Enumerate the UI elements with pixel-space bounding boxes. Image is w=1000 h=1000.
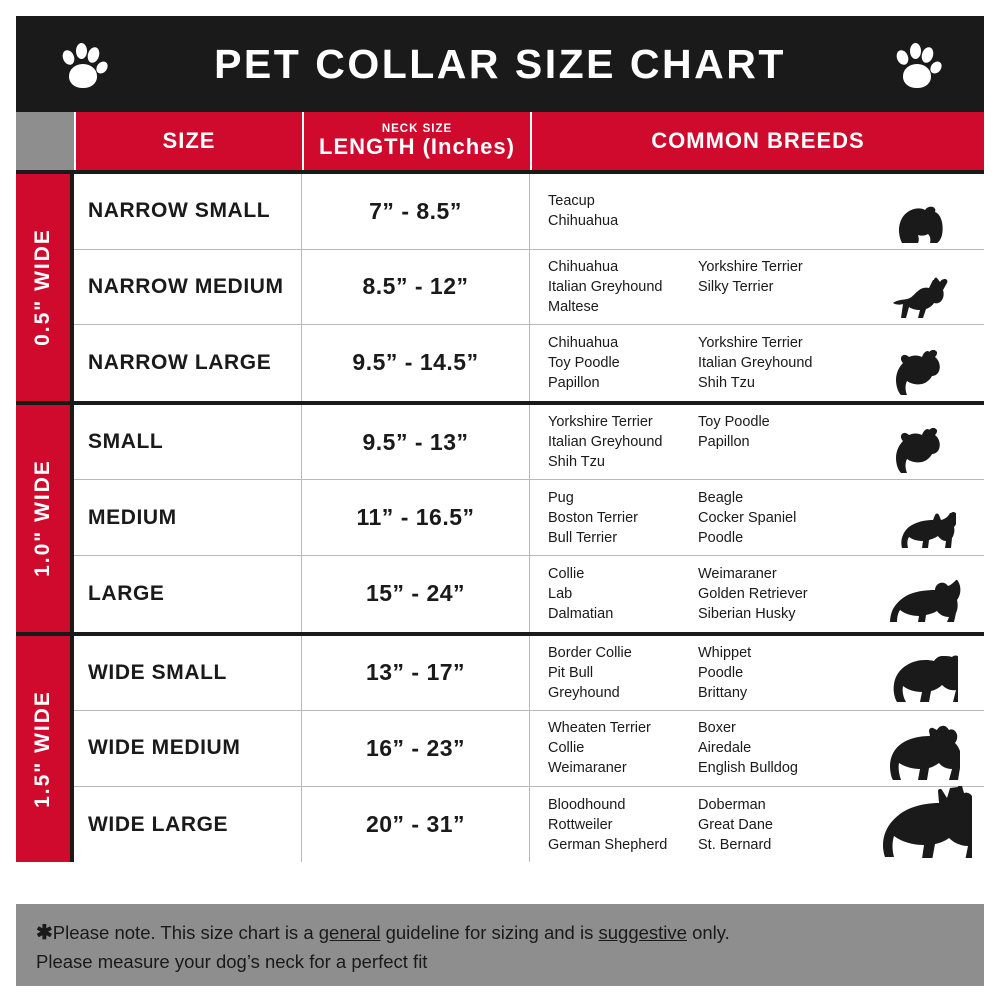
breed-name: Italian Greyhound <box>548 434 663 451</box>
breed-name: Maltese <box>548 298 599 315</box>
breed-name: Brittany <box>698 684 748 701</box>
breed-name: Dalmatian <box>548 605 614 622</box>
breed-name: St. Bernard <box>698 836 772 853</box>
breed-name: Whippet <box>698 644 752 661</box>
chart-header <box>16 16 984 112</box>
size-group <box>16 170 984 401</box>
table-row <box>74 405 984 481</box>
breed-name: Collie <box>548 740 585 757</box>
cell-length: 13” - 17” <box>302 636 530 711</box>
breed-name: Italian Greyhound <box>548 278 663 295</box>
asterisk-icon: ✱ <box>36 922 53 944</box>
header-breeds: COMMON BREEDS <box>530 112 984 170</box>
footer-line-1 <box>36 918 964 948</box>
breed-name: Yorkshire Terrier <box>548 414 653 431</box>
breed-name: Doberman <box>698 796 766 813</box>
cell-breeds <box>530 405 984 480</box>
breed-name: Chihuahua <box>548 258 619 275</box>
paw-icon <box>56 37 110 91</box>
breed-name: Great Dane <box>698 816 773 833</box>
breed-name: Boston Terrier <box>548 509 638 526</box>
cell-length: 7” - 8.5” <box>302 174 530 249</box>
breed-name: Weimaraner <box>698 565 777 582</box>
cell-breeds <box>530 556 984 632</box>
breed-column-2 <box>698 333 858 393</box>
breed-name: Weimaraner <box>548 760 627 777</box>
cell-length: 9.5” - 13” <box>302 405 530 480</box>
breed-column-2 <box>698 643 858 703</box>
table-row <box>74 787 984 863</box>
boxer-silhouette <box>860 711 980 786</box>
paw-icon <box>890 37 944 91</box>
group-label-text: 1.0" WIDE <box>31 459 54 578</box>
papillon-silhouette <box>860 325 980 401</box>
breed-name: Golden Retriever <box>698 585 808 602</box>
table-row <box>74 556 984 632</box>
breed-name: Lab <box>548 585 573 602</box>
breed-name: Italian Greyhound <box>698 354 813 371</box>
footer-underline-general: general <box>318 922 381 943</box>
breed-name: Bull Terrier <box>548 529 618 546</box>
breed-column-2 <box>698 564 858 624</box>
footer-text-c: only. <box>686 922 730 943</box>
breed-column-1 <box>548 795 698 855</box>
table-row <box>74 636 984 712</box>
cell-size: NARROW MEDIUM <box>74 250 302 325</box>
cell-breeds <box>530 787 984 863</box>
cell-length: 9.5” - 14.5” <box>302 325 530 401</box>
cell-size: LARGE <box>74 556 302 632</box>
breed-name: Border Collie <box>548 644 632 661</box>
breed-column-1 <box>548 191 698 231</box>
breed-name: German Shepherd <box>548 836 668 853</box>
breed-name: Silky Terrier <box>698 278 774 295</box>
breed-name: Beagle <box>698 489 744 506</box>
breed-name: Shih Tzu <box>548 454 605 471</box>
breed-name: Rottweiler <box>548 816 613 833</box>
footer-text-b: guideline for sizing and is <box>380 922 599 943</box>
breed-column-2 <box>698 488 858 548</box>
chihuahua-silhouette <box>860 250 980 325</box>
breed-column-1 <box>548 643 698 703</box>
header-length-sub: NECK SIZE <box>381 122 453 135</box>
cell-breeds <box>530 480 984 555</box>
breed-name: Greyhound <box>548 684 620 701</box>
breed-name: Bloodhound <box>548 796 626 813</box>
cell-breeds <box>530 250 984 325</box>
cell-size: SMALL <box>74 405 302 480</box>
cell-size: WIDE LARGE <box>74 787 302 863</box>
pitbull-silhouette <box>860 636 980 711</box>
breed-name: Papillon <box>548 374 600 391</box>
cell-size: NARROW LARGE <box>74 325 302 401</box>
beagle-silhouette <box>860 480 980 555</box>
cell-length: 16” - 23” <box>302 711 530 786</box>
cell-length: 15” - 24” <box>302 556 530 632</box>
breed-name: Papillon <box>698 434 750 451</box>
cell-length: 8.5” - 12” <box>302 250 530 325</box>
breed-column-2 <box>698 257 858 317</box>
breed-name: Wheaten Terrier <box>548 720 651 737</box>
cell-length: 11” - 16.5” <box>302 480 530 555</box>
table-row <box>74 250 984 326</box>
doberman-silhouette <box>860 787 980 863</box>
breed-name: Airedale <box>698 740 752 757</box>
papillon-silhouette <box>860 405 980 480</box>
breed-name: Teacup <box>548 193 595 210</box>
breed-name: Chihuahua <box>548 334 619 351</box>
yorkshire-terrier-silhouette <box>860 174 980 249</box>
group-label-1 <box>16 405 74 632</box>
header-length-main: LENGTH (Inches) <box>319 134 515 160</box>
breed-name: Pug <box>548 489 574 506</box>
breed-column-1 <box>548 333 698 393</box>
breed-column-1 <box>548 718 698 778</box>
cell-breeds <box>530 174 984 249</box>
group-label-2 <box>16 636 74 863</box>
breed-name: Toy Poodle <box>548 354 620 371</box>
header-size: SIZE <box>74 112 302 170</box>
group-label-0 <box>16 174 74 401</box>
header-corner-cell <box>16 112 74 170</box>
breed-name: Collie <box>548 565 585 582</box>
breed-name: Shih Tzu <box>698 374 755 391</box>
breed-column-1 <box>548 257 698 317</box>
breed-name: Chihuahua <box>548 213 619 230</box>
breed-column-2 <box>698 191 858 231</box>
footer-note <box>16 904 984 986</box>
breed-name: English Bulldog <box>698 760 798 777</box>
footer-text-a: Please note. This size chart is a <box>52 922 319 943</box>
page-title: PET COLLAR SIZE CHART <box>214 40 786 87</box>
table-row <box>74 480 984 556</box>
breed-name: Poodle <box>698 529 744 546</box>
breed-name: Poodle <box>698 664 744 681</box>
breed-name: Toy Poodle <box>698 414 770 431</box>
group-label-text: 1.5" WIDE <box>31 690 54 808</box>
breed-column-1 <box>548 412 698 472</box>
footer-line-2: Please measure your dog’s neck for a perfect fit <box>36 951 428 972</box>
breed-column-1 <box>548 488 698 548</box>
breed-name: Pit Bull <box>548 664 594 681</box>
size-group <box>16 401 984 632</box>
size-table <box>16 112 984 904</box>
table-row <box>74 325 984 401</box>
cell-breeds <box>530 711 984 786</box>
cell-length: 20” - 31” <box>302 787 530 863</box>
table-row <box>74 174 984 250</box>
breed-column-2 <box>698 718 858 778</box>
table-row <box>74 711 984 787</box>
cell-breeds <box>530 636 984 711</box>
size-group <box>16 632 984 863</box>
cell-size: NARROW SMALL <box>74 174 302 249</box>
breed-column-2 <box>698 795 858 855</box>
group-label-text: 0.5" WIDE <box>31 228 54 347</box>
cell-size: WIDE MEDIUM <box>74 711 302 786</box>
breed-name: Cocker Spaniel <box>698 509 797 526</box>
breed-name: Boxer <box>698 720 736 737</box>
breed-column-2 <box>698 412 858 472</box>
breed-name: Siberian Husky <box>698 605 796 622</box>
retriever-silhouette <box>860 556 980 632</box>
breed-name: Yorkshire Terrier <box>698 258 803 275</box>
table-header-row <box>16 112 984 170</box>
header-length <box>302 112 530 170</box>
cell-size: WIDE SMALL <box>74 636 302 711</box>
cell-size: MEDIUM <box>74 480 302 555</box>
breed-column-1 <box>548 564 698 624</box>
breed-name: Yorkshire Terrier <box>698 334 803 351</box>
footer-underline-suggestive: suggestive <box>598 922 687 943</box>
cell-breeds <box>530 325 984 401</box>
